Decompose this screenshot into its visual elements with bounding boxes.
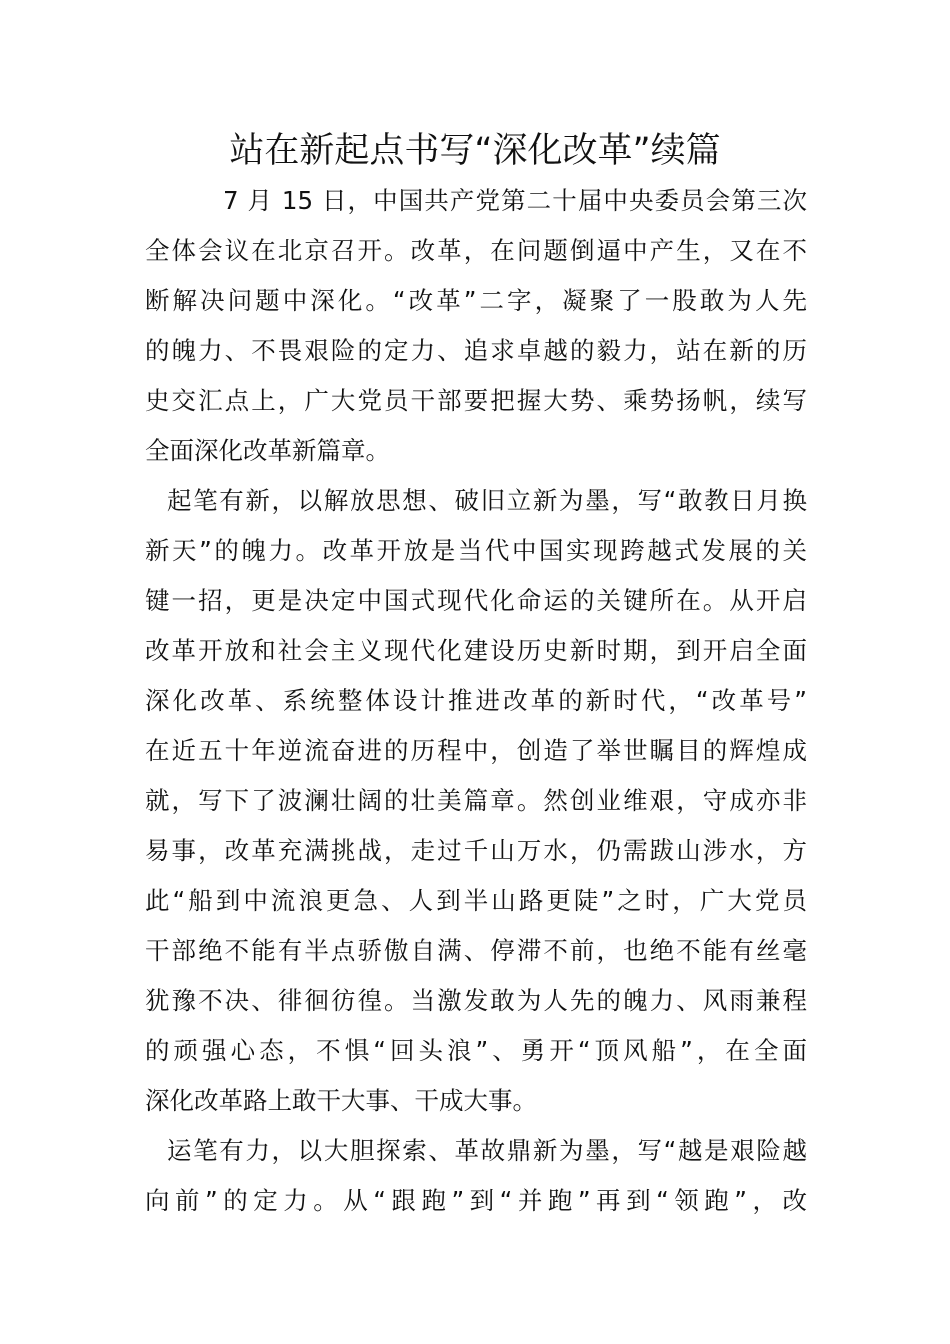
paragraph-line: 运笔有力，以大胆探索、革故鼎新为墨，写“越是艰险越 — [167, 1136, 807, 1165]
paragraph-3 — [145, 1126, 807, 1226]
paragraph-line: 易事，改革充满挑战，走过千山万水，仍需跋山涉水，方 — [145, 836, 807, 865]
paragraph-2 — [145, 476, 807, 1126]
paragraph-line: 7 月 15 日，中国共产党第二十届中央委员会第三次 — [223, 186, 807, 215]
paragraph-line: 干部绝不能有半点骄傲自满、停滞不前，也绝不能有丝毫 — [145, 936, 807, 965]
paragraph-line: 深化改革、系统整体设计推进改革的新时代，“改革号” — [145, 686, 807, 715]
paragraph-line: 向前”的定力。从“跟跑”到“并跑”再到“领跑”，改 — [145, 1186, 807, 1215]
paragraph-line: 全体会议在北京召开。改革，在问题倒逼中产生，又在不 — [145, 236, 807, 265]
paragraph-line: 犹豫不决、徘徊彷徨。当激发敢为人先的魄力、风雨兼程 — [145, 986, 807, 1015]
paragraph-line: 的魄力、不畏艰险的定力、追求卓越的毅力，站在新的历 — [145, 336, 807, 365]
paragraph-line: 史交汇点上，广大党员干部要把握大势、乘势扬帆，续写 — [145, 386, 807, 415]
paragraph-line: 新天”的魄力。改革开放是当代中国实现跨越式发展的关 — [145, 536, 807, 565]
paragraph-line: 深化改革路上敢干大事、干成大事。 — [145, 1086, 537, 1115]
paragraph-line: 断解决问题中深化。“改革”二字，凝聚了一股敢为人先 — [145, 286, 807, 315]
paragraph-1 — [145, 176, 807, 476]
document-body — [145, 176, 807, 1226]
paragraph-line: 就，写下了波澜壮阔的壮美篇章。然创业维艰，守成亦非 — [145, 786, 807, 815]
paragraph-line: 改革开放和社会主义现代化建设历史新时期，到开启全面 — [145, 636, 807, 665]
paragraph-line: 起笔有新，以解放思想、破旧立新为墨，写“敢教日月换 — [167, 486, 807, 515]
paragraph-line: 在近五十年逆流奋进的历程中，创造了举世瞩目的辉煌成 — [145, 736, 807, 765]
paragraph-line: 全面深化改革新篇章。 — [145, 436, 390, 465]
paragraph-line: 此“船到中流浪更急、人到半山路更陡”之时，广大党员 — [145, 886, 807, 915]
paragraph-line: 键一招，更是决定中国式现代化命运的关键所在。从开启 — [145, 586, 807, 615]
document-title: 站在新起点书写“深化改革”续篇 — [229, 131, 721, 171]
paragraph-line: 的顽强心态，不惧“回头浪”、勇开“顶风船”，在全面 — [145, 1036, 807, 1065]
